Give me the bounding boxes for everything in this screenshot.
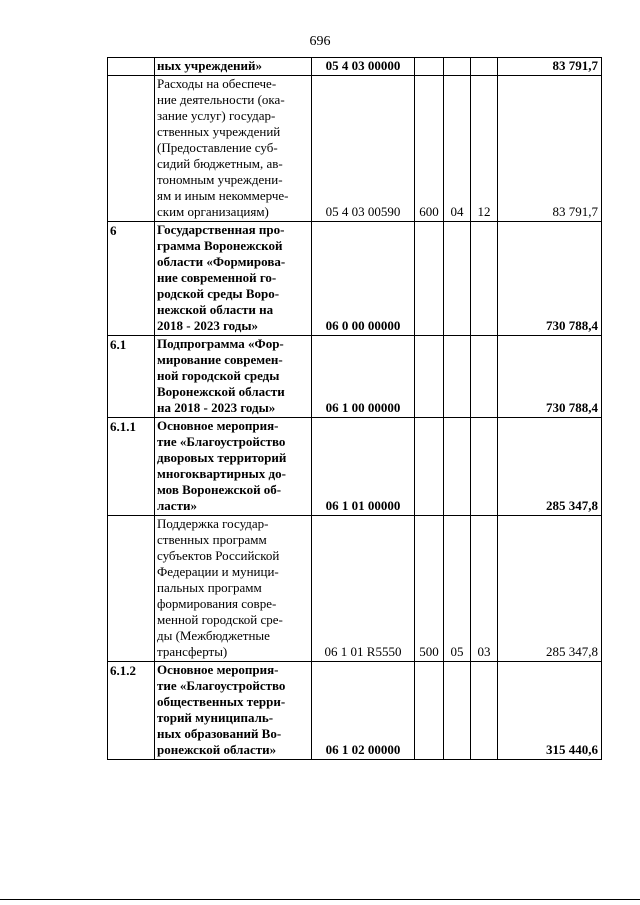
row-name-line: ям и иным некоммерче-	[157, 188, 289, 203]
row-rz-cell	[444, 58, 471, 76]
row-name-line: родской среды Воро-	[157, 286, 280, 301]
row-name-line: ласти»	[157, 498, 197, 513]
row-name-line: трансферты)	[157, 644, 228, 659]
row-pr-cell	[471, 662, 498, 760]
row-name-cell	[155, 336, 312, 418]
row-rz-cell: 05	[444, 516, 471, 662]
row-name-line: тие «Благоустройство	[157, 434, 286, 449]
row-name-line: общественных терри-	[157, 694, 286, 709]
row-name-line: ронежской области»	[157, 742, 277, 757]
row-name-line: торий муниципаль-	[157, 710, 274, 725]
row-pr-cell: 03	[471, 516, 498, 662]
row-name-line: Государственная про-	[157, 222, 285, 237]
row-amount-cell: 730 788,4	[498, 336, 602, 418]
table-row	[108, 418, 602, 516]
row-amount-cell: 315 440,6	[498, 662, 602, 760]
row-name-line: субъектов Российской	[157, 548, 280, 563]
table-row	[108, 516, 602, 662]
row-vr-cell	[415, 58, 444, 76]
row-number-cell: 6.1	[108, 336, 155, 418]
page-bottom-rule	[0, 899, 640, 900]
row-name-cell	[155, 418, 312, 516]
row-name-line: тономным учреждени-	[157, 172, 283, 187]
row-number-cell	[108, 76, 155, 222]
row-code-cell: 06 0 00 00000	[312, 222, 415, 336]
budget-table	[107, 57, 602, 760]
table-row	[108, 662, 602, 760]
row-name-line: ние современной го-	[157, 270, 277, 285]
row-number-cell: 6.1.2	[108, 662, 155, 760]
row-amount-cell: 83 791,7	[498, 76, 602, 222]
row-name-line: нежской области на	[157, 302, 274, 317]
row-name-line: Воронежской области	[157, 384, 285, 399]
row-name-line: мов Воронежской об-	[157, 482, 282, 497]
row-name-line: ственных программ	[157, 532, 267, 547]
row-name-line: ственных учреждений	[157, 124, 281, 139]
row-number-cell: 6	[108, 222, 155, 336]
row-amount-cell: 285 347,8	[498, 516, 602, 662]
row-code-cell: 06 1 01 00000	[312, 418, 415, 516]
row-name-line: ние деятельности (ока-	[157, 92, 285, 107]
row-name-line: сидий бюджетным, ав-	[157, 156, 283, 171]
row-number-cell	[108, 58, 155, 76]
row-vr-cell	[415, 662, 444, 760]
row-code-cell: 06 1 01 R5550	[312, 516, 415, 662]
row-name-line: области «Формирова-	[157, 254, 286, 269]
row-name-cell	[155, 662, 312, 760]
row-name-cell	[155, 222, 312, 336]
row-name-cell	[155, 76, 312, 222]
row-pr-cell: 12	[471, 76, 498, 222]
row-pr-cell	[471, 336, 498, 418]
row-code-cell: 05 4 03 00000	[312, 58, 415, 76]
row-rz-cell	[444, 336, 471, 418]
row-name-line: тие «Благоустройство	[157, 678, 286, 693]
row-name-line: ды (Межбюджетные	[157, 628, 270, 643]
row-name-line: Основное мероприя-	[157, 662, 279, 677]
row-name-line: Поддержка государ-	[157, 516, 269, 531]
row-name-line: ной городской среды	[157, 368, 280, 383]
row-amount-cell: 83 791,7	[498, 58, 602, 76]
row-name-line: на 2018 - 2023 годы»	[157, 400, 276, 415]
row-name-line: ским организациям)	[157, 204, 269, 219]
row-pr-cell	[471, 222, 498, 336]
row-name-cell	[155, 516, 312, 662]
row-rz-cell: 04	[444, 76, 471, 222]
row-name-line: (Предоставление суб-	[157, 140, 278, 155]
row-code-cell: 05 4 03 00590	[312, 76, 415, 222]
row-rz-cell	[444, 662, 471, 760]
row-number-cell: 6.1.1	[108, 418, 155, 516]
row-pr-cell	[471, 58, 498, 76]
row-name-line: Федерации и муници-	[157, 564, 279, 579]
row-number-cell	[108, 516, 155, 662]
row-rz-cell	[444, 418, 471, 516]
row-name-line: зание услуг) государ-	[157, 108, 276, 123]
row-name-line: Расходы на обеспече-	[157, 76, 277, 91]
row-name-line: 2018 - 2023 годы»	[157, 318, 259, 333]
row-code-cell: 06 1 02 00000	[312, 662, 415, 760]
row-name-line: Подпрограмма «Фор-	[157, 336, 284, 351]
row-vr-cell	[415, 222, 444, 336]
row-name-line: Основное мероприя-	[157, 418, 279, 433]
row-name-line: пальных программ	[157, 580, 262, 595]
row-pr-cell	[471, 418, 498, 516]
row-name-line: мирование современ-	[157, 352, 283, 367]
table-row	[108, 336, 602, 418]
row-rz-cell	[444, 222, 471, 336]
row-amount-cell: 285 347,8	[498, 418, 602, 516]
row-name-cell	[155, 58, 312, 76]
row-vr-cell: 500	[415, 516, 444, 662]
row-amount-cell: 730 788,4	[498, 222, 602, 336]
row-vr-cell	[415, 336, 444, 418]
row-name-line: менной городской сре-	[157, 612, 283, 627]
row-name-line: ных образований Во-	[157, 726, 282, 741]
row-name-line: многоквартирных до-	[157, 466, 286, 481]
row-name-line: формирования совре-	[157, 596, 277, 611]
page-number: 696	[309, 34, 331, 49]
table-row	[108, 58, 602, 76]
table-row	[108, 222, 602, 336]
row-vr-cell	[415, 418, 444, 516]
row-name-line: ных учреждений»	[157, 58, 262, 73]
row-name-line: грамма Воронежской	[157, 238, 283, 253]
row-name-line: дворовых территорий	[157, 450, 287, 465]
table-row	[108, 76, 602, 222]
row-code-cell: 06 1 00 00000	[312, 336, 415, 418]
row-vr-cell: 600	[415, 76, 444, 222]
